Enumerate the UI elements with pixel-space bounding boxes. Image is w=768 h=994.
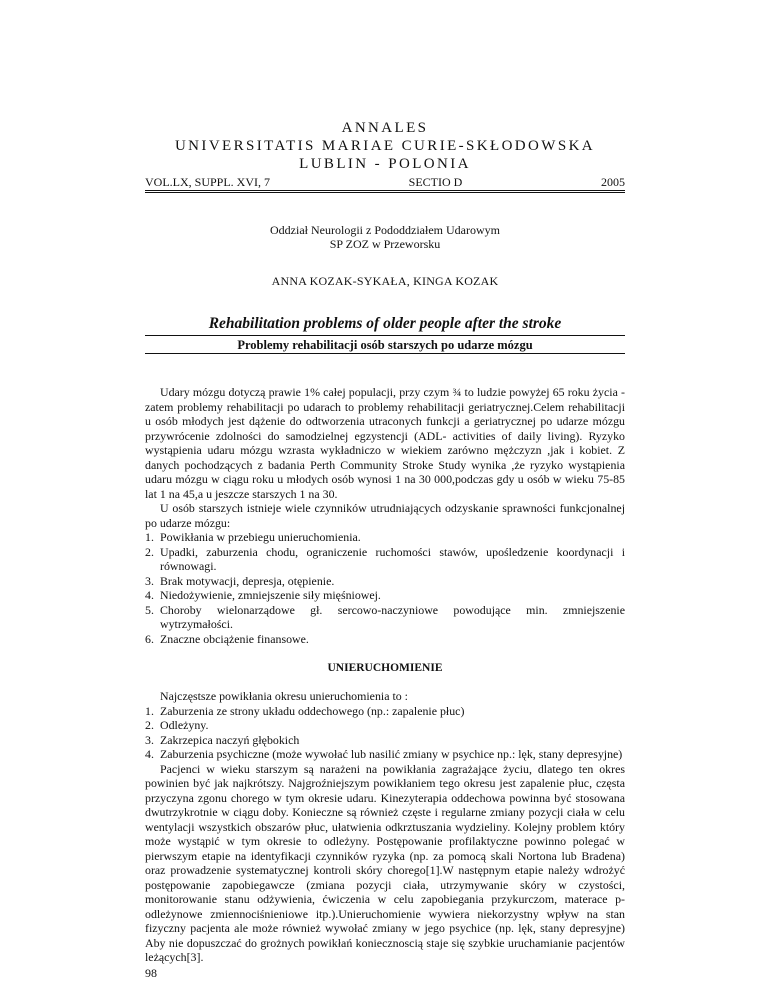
header-rule	[145, 190, 625, 191]
affiliation-line2: SP ZOZ w Przeworsku	[329, 237, 441, 251]
intro-paragraph-1: Udary mózgu dotyczą prawie 1% całej populacji, przy czym ¾ to ludzie powyżej 65 roku życia - zatem problemy rehabilitacji po udarach to problemy rehabilitacji geriatrycznej.Celem rehabilitacji u osób młodych jest dążenie do odtworzenia utraconych funkcji a geriatrycznej po udarze mózgu przywrócenie zdolności do samodzielnej egzystencji (ADL- activities of daily living). Ryzyko wystąpienia udaru mózgu wzrasta wykładniczo w wiekiem zarówno mężczyzn ,jak i kobiet. Z danych pochodzących z badania Perth Community Stroke Study wynika ,że ryzyko wystąpienia udaru mózgu w ciągu roku u młodych osób wynosi 1 na 30 000,podczas gdy u osób w wieku 75-85 lat 1 na 45,a u jeszcze starszych 1 na 30.	[145, 385, 625, 501]
paper-page	[145, 0, 625, 980]
factor-list	[145, 530, 625, 646]
list-item: 4. Zaburzenia psychiczne (może wywołać lub nasilić zmiany w psychice np.: lęk, stany depresyjne)	[145, 747, 623, 761]
list-item: 4. Niedożywienie, zmniejszenie siły mięśniowej.	[145, 588, 381, 602]
intro-section	[145, 385, 625, 646]
year-label: 2005	[601, 175, 625, 189]
section-label: SECTIO D	[408, 175, 463, 189]
list-item: 3. Zakrzepica naczyń głębokich	[145, 732, 300, 747]
list-item: 6. Znaczne obciążenie finansowe.	[145, 631, 309, 646]
section-paragraph-2: Pacjenci w wieku starszym są narażeni na powikłania zagrażające życiu, dlatego ten okres powinien być jak najkrótszy. Najgroźniejszym powikłaniem tego okresu jest zapalenie płuc, częsta przyczyna zgonu chorego w tym okresie udaru. Kinezyterapia oddechowa powinna być stosowana dwutrzykrotnie w ciągu doby. Konieczne są również częste i regularne zmiany pozycji ciała w celu wentylacji wszystkich obszarów płuc, ułatwienia odkrztuszania wydzieliny. Kolejny problem który może wystąpić w tym okresie to odleżyny. Postępowanie profilaktyczne powinno polegać w pierwszym etapie na identyfikacji czynników ryzyka (np. za pomocą skali Nortona lub Bradena) oraz prowadzenie systematycznej kontroli skóry chorego[1].W następnym etapie należy wdrożyć postępowanie zapobiegawcze (zmiana pozycji ciała, utrzymywanie skóry w czystości, monitorowanie stanu odżywienia, ćwiczenia w celu zapobiegania przykurczom, materace p-odleżynowe zmiennociśnieniowe itp.).Unieruchomienie wywiera niekorzystny wpływ na stan fizyczny pacjenta ale może również wywołać zmiany w jego psychice (np. lęk, stany depresyjne) Aby nie dopuszczać do grożnych powikłań koniecznoscią staje się szybkie uruchamianie pacjentów leżących[3].	[145, 761, 625, 964]
list-item: 1. Powikłania w przebiegu unieruchomienia.	[145, 530, 361, 544]
title-rule	[145, 335, 625, 336]
list-item: 2. Upadki, zaburzenia chodu, ograniczenie ruchomości stawów, upośledzenie koordynacji i równowagi.	[145, 544, 625, 573]
authors: ANNA KOZAK-SYKAŁA, KINGA KOZAK	[271, 274, 499, 288]
journal-name-line2: UNIVERSITATIS MARIAE CURIE-SKŁODOWSKA	[174, 138, 596, 154]
section-paragraph-1: Najczęstsze powikłania okresu unieruchomienia to :	[160, 689, 408, 703]
immobilization-section	[145, 689, 625, 965]
complication-list	[145, 704, 625, 762]
intro-paragraph-2: U osób starszych istnieje wiele czynników utrudniających odzyskanie sprawności funkcjonalnej po udarze mózgu:	[145, 501, 625, 530]
volume-label: VOL.LX, SUPPL. XVI, 7	[145, 175, 271, 189]
list-item: 2. Odleżyny.	[145, 718, 209, 732]
article-title-english: Rehabilitation problems of older people after the stroke	[208, 315, 562, 332]
journal-name-line3: LUBLIN - POLONIA	[299, 156, 471, 172]
list-item: 3. Brak motywacji, depresja, otępienie.	[145, 573, 335, 588]
title-rule-bottom	[145, 353, 625, 354]
section-heading: UNIERUCHOMIENIE	[327, 662, 443, 674]
list-item: 1. Zaburzenia ze strony układu oddechowego (np.: zapalenie płuc)	[145, 703, 465, 718]
journal-name-line1: ANNALES	[341, 120, 429, 136]
page-number: 98	[145, 965, 157, 980]
affiliation-line1: Oddział Neurologii z Pododdziałem Udarowym	[270, 223, 500, 237]
article-title-polish: Problemy rehabilitacji osób starszych po udarze mózgu	[237, 338, 533, 352]
list-item: 5. Choroby wielonarządowe gł. sercowo-naczyniowe powodujące min. zmniejszenie wytrzymałości.	[145, 602, 625, 631]
volume-row	[145, 175, 625, 190]
header-rule-secondary	[145, 192, 625, 193]
